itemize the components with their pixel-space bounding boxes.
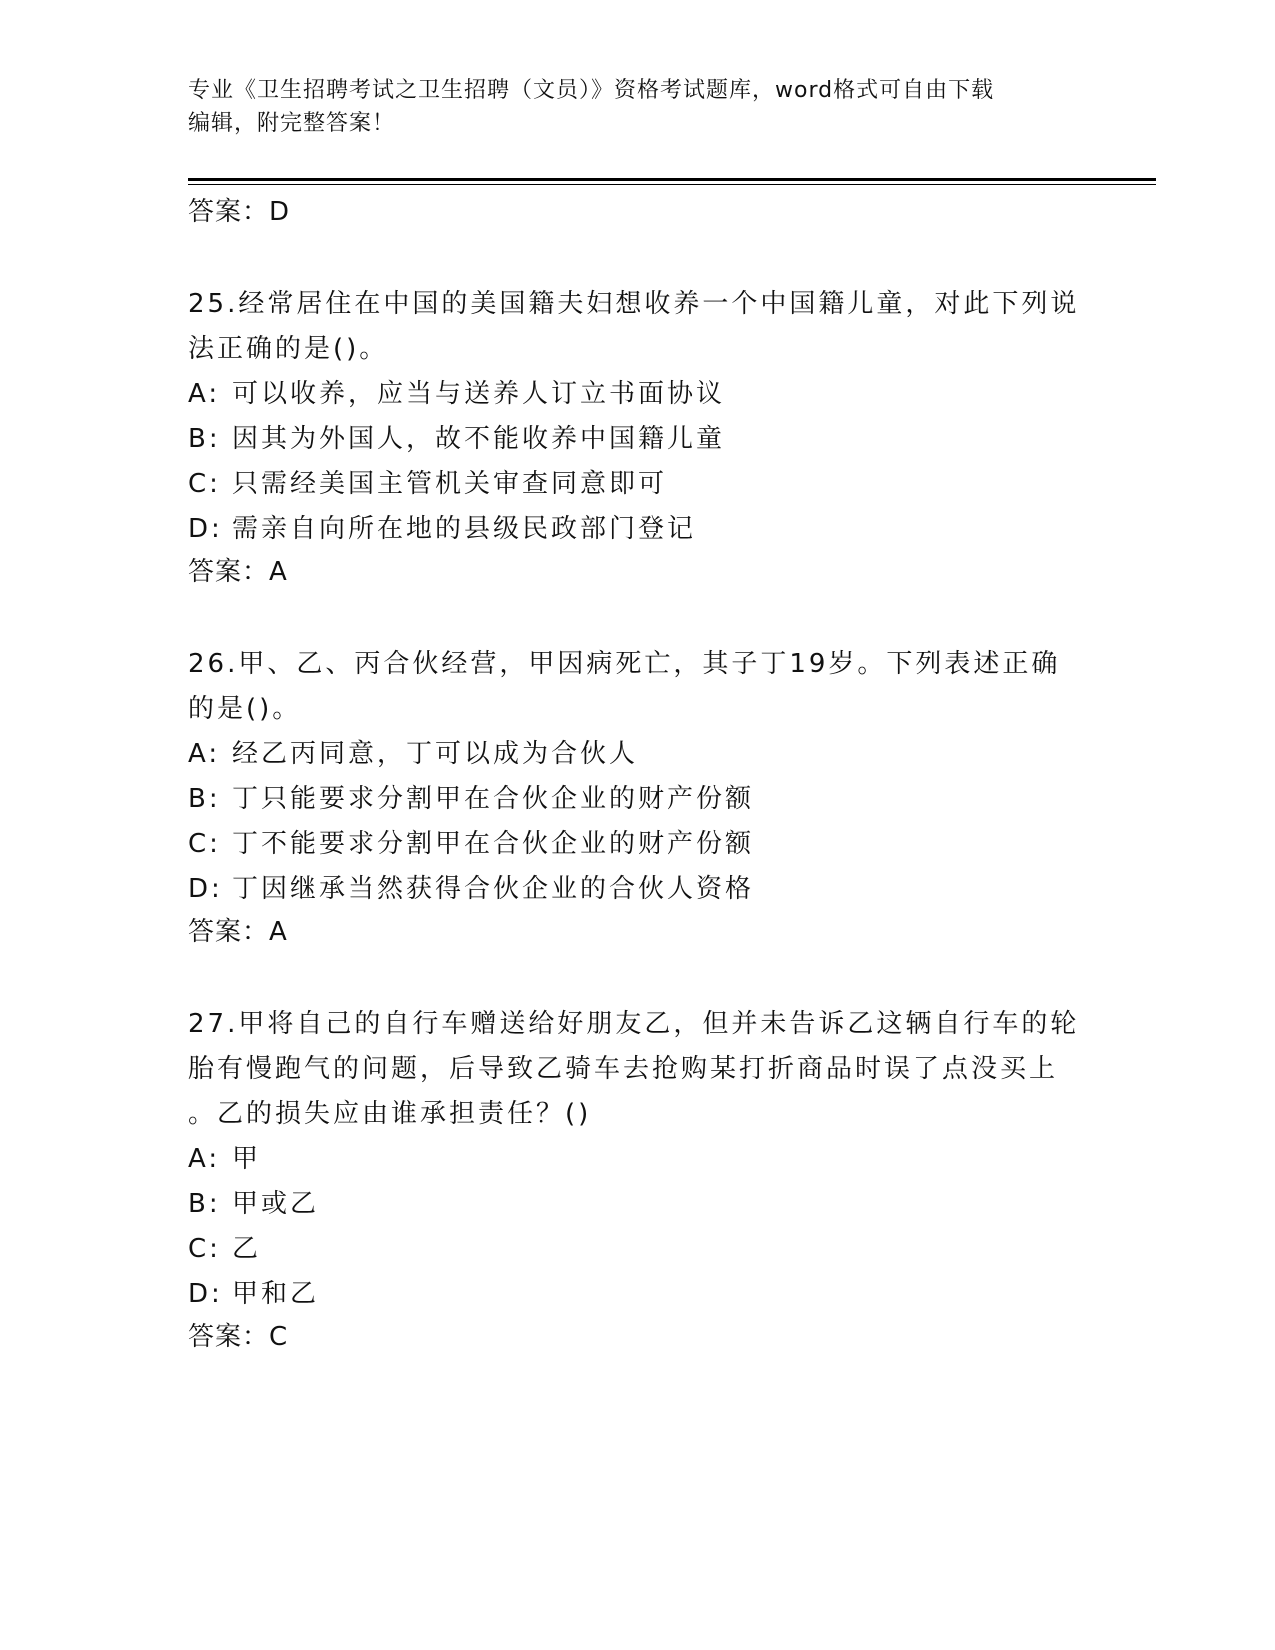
question-text-line: 27.甲将自己的自行车赠送给好朋友乙，但并未告诉乙这辆自行车的轮	[188, 1009, 1080, 1039]
option-a	[188, 1137, 1088, 1182]
question-text-line: 。乙的损失应由谁承担责任？()	[188, 1099, 592, 1129]
question-25	[188, 282, 1088, 592]
question-text-line: 法正确的是()。	[188, 334, 389, 364]
question-text-line: 25.经常居住在中国的美国籍夫妇想收养一个中国籍儿童，对此下列说	[188, 289, 1080, 319]
option-b	[188, 777, 1088, 822]
question-text	[188, 642, 1088, 732]
answer: 答案：A	[188, 557, 288, 587]
document-header	[188, 74, 1088, 140]
option-text: 甲和乙	[232, 1279, 320, 1309]
option-letter: B:	[188, 424, 221, 454]
header-line-2: 编辑，附完整答案！	[188, 111, 396, 136]
header-divider-thick	[188, 178, 1156, 181]
option-text: 甲或乙	[232, 1189, 320, 1219]
option-d	[188, 867, 1088, 912]
option-b	[188, 417, 1088, 462]
question-text-line: 胎有慢跑气的问题，后导致乙骑车去抢购某打折商品时误了点没买上	[188, 1054, 1059, 1084]
option-letter: B:	[188, 1189, 221, 1219]
option-letter: A:	[188, 739, 221, 769]
option-text: 乙	[232, 1234, 262, 1264]
option-d	[188, 1272, 1088, 1317]
answer: 答案：A	[188, 917, 288, 947]
option-a	[188, 732, 1088, 777]
option-c	[188, 1227, 1088, 1272]
option-letter: B:	[188, 784, 221, 814]
answer: 答案：C	[188, 1322, 289, 1352]
question-27	[188, 1002, 1088, 1357]
question-list	[188, 192, 1088, 1357]
option-letter: D:	[188, 874, 223, 904]
option-text: 甲	[232, 1144, 262, 1174]
option-c	[188, 822, 1088, 867]
previous-answer: 答案：D	[188, 197, 291, 227]
question-text-line: 26.甲、乙、丙合伙经营，甲因病死亡，其子丁19岁。下列表述正确	[188, 649, 1061, 679]
option-letter: A:	[188, 379, 221, 409]
option-text: 丁只能要求分割甲在合伙企业的财产份额	[232, 784, 755, 814]
option-text: 因其为外国人，故不能收养中国籍儿童	[232, 424, 726, 454]
option-letter: D:	[188, 1279, 223, 1309]
option-letter: C:	[188, 469, 221, 499]
option-c	[188, 462, 1088, 507]
option-d	[188, 507, 1088, 552]
question-text	[188, 282, 1088, 372]
option-b	[188, 1182, 1088, 1227]
question-text	[188, 1002, 1088, 1137]
option-a	[188, 372, 1088, 417]
header-divider-thin	[188, 184, 1156, 185]
option-text: 经乙丙同意，丁可以成为合伙人	[232, 739, 639, 769]
option-letter: C:	[188, 1234, 221, 1264]
option-letter: D:	[188, 514, 223, 544]
option-text: 只需经美国主管机关审查同意即可	[232, 469, 668, 499]
option-text: 丁不能要求分割甲在合伙企业的财产份额	[232, 829, 755, 859]
header-line-1: 专业《卫生招聘考试之卫生招聘（文员）》资格考试题库，word格式可自由下载	[188, 78, 995, 103]
question-26	[188, 642, 1088, 952]
option-text: 可以收养，应当与送养人订立书面协议	[232, 379, 726, 409]
option-letter: A:	[188, 1144, 221, 1174]
option-text: 需亲自向所在地的县级民政部门登记	[232, 514, 697, 544]
question-text-line: 的是()。	[188, 694, 302, 724]
option-text: 丁因继承当然获得合伙企业的合伙人资格	[232, 874, 755, 904]
option-letter: C:	[188, 829, 221, 859]
